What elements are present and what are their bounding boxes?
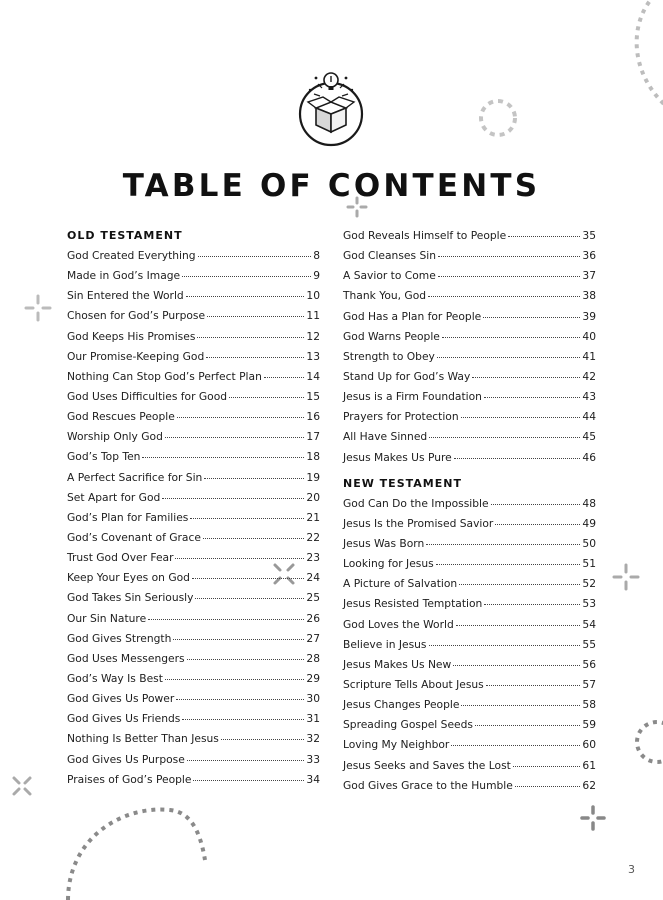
toc-entry[interactable] — [67, 568, 320, 588]
toc-entry-page: 16 — [306, 410, 320, 424]
toc-entry[interactable] — [343, 655, 596, 675]
toc-entry-page: 51 — [582, 557, 596, 571]
dot-leader — [264, 376, 305, 378]
dot-leader — [192, 577, 304, 579]
toc-entry-title: God Created Everything — [67, 249, 196, 262]
toc-entry-title: God’s Way Is Best — [67, 671, 163, 685]
open-box-with-lightbulb-icon — [298, 70, 364, 150]
toc-entry-page: 26 — [306, 611, 320, 625]
toc-entry-title: God Gives Strength — [67, 631, 172, 645]
decorative-dotted-ring-right — [625, 718, 663, 766]
toc-entry-title: God’s Top Ten — [67, 450, 141, 464]
toc-entry-title: Jesus Makes Us New — [343, 657, 452, 671]
toc-entry-page: 19 — [306, 470, 320, 484]
dot-leader — [459, 583, 580, 585]
dot-leader — [451, 744, 580, 746]
toc-entry-title: A Picture of Salvation — [343, 577, 458, 591]
toc-entry[interactable] — [343, 615, 596, 635]
toc-entry[interactable] — [67, 347, 320, 367]
dot-leader — [426, 543, 580, 545]
dot-leader — [142, 456, 304, 458]
toc-entry-title: All Have Sinned — [343, 430, 428, 444]
toc-entry-page: 9 — [313, 269, 320, 283]
toc-entry[interactable] — [343, 776, 596, 796]
toc-entry-page: 36 — [582, 249, 596, 263]
dot-leader — [165, 436, 305, 438]
dot-leader — [436, 563, 581, 565]
toc-entry-page: 49 — [582, 516, 596, 530]
dot-leader — [182, 275, 311, 277]
toc-entry-page: 59 — [582, 718, 596, 732]
toc-entry[interactable] — [67, 770, 320, 790]
toc-entry-page: 24 — [306, 571, 320, 585]
toc-entry-page: 48 — [582, 496, 596, 510]
dot-leader — [173, 638, 304, 640]
dot-leader — [195, 597, 304, 599]
toc-entry-title: God’s Covenant of Grace — [67, 530, 201, 544]
toc-entry-title: Jesus Is the Promised Savior — [343, 516, 494, 530]
dot-leader — [438, 275, 581, 277]
toc-entry-page: 45 — [582, 430, 596, 444]
toc-entry[interactable] — [67, 750, 320, 770]
toc-entry-title: Believe in Jesus — [343, 637, 427, 651]
toc-entry[interactable] — [67, 306, 320, 326]
dot-leader — [203, 537, 304, 539]
toc-entry-title: Set Apart for God — [67, 490, 161, 504]
toc-entry-page: 54 — [582, 617, 596, 631]
dot-leader — [186, 295, 305, 297]
toc-entry-title: God Gives Us Power — [67, 692, 175, 706]
toc-entry-page: 40 — [582, 329, 596, 343]
decorative-dotted-ring — [476, 96, 520, 140]
dot-leader — [484, 603, 580, 605]
toc-entry-page: 53 — [582, 597, 596, 611]
toc-entry-title: Stand Up for God’s Way — [343, 369, 471, 383]
toc-entry[interactable] — [343, 695, 596, 715]
toc-entry-title: God Can Do the Impossible — [343, 496, 489, 510]
toc-entry-title: Spreading Gospel Seeds — [343, 718, 473, 732]
page-title: TABLE OF CONTENTS — [122, 168, 541, 204]
toc-entry-title: God Cleanses Sin — [343, 249, 436, 263]
toc-entry[interactable] — [67, 528, 320, 548]
toc-entry[interactable] — [67, 488, 320, 508]
dot-leader — [204, 477, 304, 479]
toc-entry-title: Jesus Changes People — [343, 698, 460, 712]
dot-leader — [515, 785, 581, 787]
toc-entry-title: God Uses Messengers — [67, 651, 185, 665]
old-testament-list — [67, 246, 320, 790]
dot-leader — [475, 724, 580, 726]
toc-entry-title: Sin Entered the World — [67, 289, 184, 303]
toc-entry[interactable] — [343, 574, 596, 594]
toc-entry-page: 28 — [306, 651, 320, 665]
toc-entry[interactable] — [67, 367, 320, 387]
toc-entry-title: Prayers for Protection — [343, 410, 459, 424]
toc-entry-title: God Gives Us Friends — [67, 712, 181, 726]
new-testament-list — [343, 494, 596, 796]
toc-entry[interactable] — [67, 508, 320, 528]
toc-entry-page: 29 — [306, 671, 320, 685]
toc-entry-page: 44 — [582, 410, 596, 424]
toc-entry-page: 46 — [582, 450, 596, 464]
dot-leader — [461, 416, 581, 418]
toc-entry-page: 34 — [306, 772, 320, 786]
toc-entry[interactable] — [67, 649, 320, 669]
toc-entry-title: Nothing Can Stop God’s Perfect Plan — [67, 369, 262, 383]
old-testament-continued-list — [343, 226, 596, 468]
toc-entry-title: Our Promise-Keeping God — [67, 349, 205, 363]
dot-leader — [495, 523, 580, 525]
toc-entry[interactable] — [343, 756, 596, 776]
toc-entry-page: 15 — [306, 389, 320, 403]
toc-entry[interactable] — [343, 554, 596, 574]
toc-entry-page: 11 — [306, 309, 320, 323]
toc-entry-page: 52 — [582, 577, 596, 591]
toc-entry[interactable] — [343, 286, 596, 306]
dot-leader — [508, 235, 580, 237]
toc-entry[interactable] — [67, 327, 320, 347]
dot-leader — [491, 503, 581, 505]
toc-entry-title: God Gives Us Purpose — [67, 752, 185, 766]
dot-leader — [193, 779, 304, 781]
dot-leader — [229, 396, 304, 398]
toc-entry[interactable] — [67, 286, 320, 306]
toc-entry-page: 30 — [306, 692, 320, 706]
toc-entry-page: 27 — [306, 631, 320, 645]
toc-entry-title: Keep Your Eyes on God — [67, 571, 190, 585]
toc-entry-page: 61 — [582, 758, 596, 772]
toc-entry-title: A Perfect Sacrifice for Sin — [67, 470, 203, 484]
toc-entry-page: 60 — [582, 738, 596, 752]
toc-entry-page: 22 — [306, 530, 320, 544]
toc-entry[interactable] — [67, 548, 320, 568]
decorative-dotted-arc-bottom-left — [60, 800, 210, 900]
toc-entry-title: God Uses Difficulties for Good — [67, 389, 228, 403]
toc-entry[interactable] — [343, 347, 596, 367]
dot-leader — [190, 517, 304, 519]
toc-entry[interactable] — [343, 514, 596, 534]
dot-leader — [187, 759, 305, 761]
dot-leader — [177, 416, 305, 418]
toc-entry[interactable] — [67, 689, 320, 709]
dot-leader — [461, 704, 580, 706]
dot-leader — [456, 624, 581, 626]
toc-entry[interactable] — [67, 387, 320, 407]
toc-entry[interactable] — [343, 246, 596, 266]
toc-entry-title: God Rescues People — [67, 410, 175, 424]
toc-entry-page: 32 — [306, 732, 320, 746]
decorative-sparkle-right — [612, 563, 640, 591]
toc-entry-page: 58 — [582, 698, 596, 712]
toc-entry-title: Praises of God’s People — [67, 772, 192, 786]
toc-entry[interactable] — [343, 494, 596, 514]
dot-leader — [484, 396, 580, 398]
toc-entry[interactable] — [67, 427, 320, 447]
toc-entry-page: 31 — [306, 712, 320, 726]
dot-leader — [197, 336, 304, 338]
toc-entry-title: A Savior to Come — [343, 269, 436, 283]
dot-leader — [221, 738, 305, 740]
toc-entry-title: God’s Plan for Families — [67, 510, 189, 524]
toc-entry[interactable] — [343, 715, 596, 735]
toc-entry-page: 8 — [313, 249, 320, 262]
toc-entry-page: 17 — [306, 430, 320, 444]
old-testament-heading: OLD TESTAMENT — [67, 229, 183, 242]
dot-leader — [429, 644, 581, 646]
toc-entry-page: 42 — [582, 369, 596, 383]
toc-entry[interactable] — [343, 266, 596, 286]
toc-entry[interactable] — [343, 367, 596, 387]
toc-right-column — [343, 226, 596, 796]
toc-entry[interactable] — [343, 407, 596, 427]
toc-entry-title: Looking for Jesus — [343, 557, 434, 571]
toc-entry-page: 55 — [582, 637, 596, 651]
toc-entry-page: 25 — [306, 591, 320, 605]
toc-entry-title: God Takes Sin Seriously — [67, 591, 194, 605]
toc-entry[interactable] — [67, 669, 320, 689]
toc-entry-title: Jesus Makes Us Pure — [343, 450, 452, 464]
toc-entry-title: Thank You, God — [343, 289, 427, 303]
dot-leader — [187, 658, 305, 660]
toc-entry-page: 20 — [306, 490, 320, 504]
toc-entry-title: Jesus is a Firm Foundation — [343, 390, 482, 404]
toc-entry-title: Worship Only God — [67, 430, 163, 444]
dot-leader — [198, 255, 312, 257]
toc-entry-title: Jesus Resisted Temptation — [343, 597, 483, 611]
dot-leader — [513, 765, 581, 767]
toc-entry[interactable] — [67, 266, 320, 286]
toc-entry[interactable] — [343, 534, 596, 554]
dot-leader — [206, 356, 304, 358]
dot-leader — [428, 295, 580, 297]
toc-entry-title: Made in God’s Image — [67, 269, 181, 283]
toc-entry-page: 38 — [582, 289, 596, 303]
toc-entry-page: 50 — [582, 536, 596, 550]
new-testament-heading: NEW TESTAMENT — [343, 476, 462, 490]
toc-entry-title: God Has a Plan for People — [343, 309, 482, 323]
toc-entry-title: Loving My Neighbor — [343, 738, 450, 752]
toc-entry[interactable] — [67, 246, 320, 266]
dot-leader — [442, 336, 581, 338]
dot-leader — [483, 316, 580, 318]
toc-left-column — [67, 226, 320, 790]
toc-entry[interactable] — [67, 447, 320, 467]
decorative-sparkle-bottom-left — [10, 774, 34, 798]
toc-entry-page: 10 — [306, 289, 320, 303]
toc-entry[interactable] — [67, 629, 320, 649]
dot-leader — [429, 436, 580, 438]
dot-leader — [486, 684, 581, 686]
dot-leader — [438, 255, 580, 257]
dot-leader — [182, 718, 304, 720]
toc-entry[interactable] — [343, 427, 596, 447]
toc-entry-title: God Keeps His Promises — [67, 329, 196, 343]
toc-entry-page: 37 — [582, 269, 596, 283]
toc-entry-title: Strength to Obey — [343, 349, 435, 363]
toc-entry[interactable] — [343, 675, 596, 695]
toc-entry-page: 39 — [582, 309, 596, 323]
toc-entry-page: 41 — [582, 349, 596, 363]
toc-entry-title: Our Sin Nature — [67, 611, 147, 625]
toc-entry[interactable] — [67, 609, 320, 629]
toc-entry-page: 43 — [582, 390, 596, 404]
toc-entry-page: 35 — [582, 229, 596, 242]
page-number: 3 — [628, 863, 635, 876]
toc-entry[interactable] — [343, 635, 596, 655]
dot-leader — [162, 497, 304, 499]
toc-entry[interactable] — [67, 729, 320, 749]
toc-entry[interactable] — [67, 468, 320, 488]
toc-entry-title: Chosen for God’s Purpose — [67, 309, 206, 323]
toc-entry-page: 12 — [306, 329, 320, 343]
toc-entry-title: Jesus Seeks and Saves the Lost — [343, 758, 511, 772]
toc-entry[interactable] — [343, 226, 596, 246]
toc-entry[interactable] — [67, 588, 320, 608]
toc-entry-title: God Reveals Himself to People — [343, 229, 507, 242]
toc-entry-title: Trust God Over Fear — [67, 551, 174, 565]
toc-entry-page: 62 — [582, 778, 596, 792]
decorative-dotted-arc-top-right — [610, 0, 663, 110]
dot-leader — [453, 664, 580, 666]
toc-entry-title: Jesus Was Born — [343, 536, 425, 550]
dot-leader — [472, 376, 580, 378]
toc-entry[interactable] — [343, 594, 596, 614]
dot-leader — [175, 557, 304, 559]
dot-leader — [437, 356, 581, 358]
toc-entry[interactable] — [343, 327, 596, 347]
toc-entry[interactable] — [343, 307, 596, 327]
toc-entry-page: 13 — [306, 349, 320, 363]
decorative-sparkle-bottom-right — [580, 805, 606, 831]
toc-entry-page: 21 — [306, 510, 320, 524]
toc-entry-page: 33 — [306, 752, 320, 766]
toc-entry-title: Scripture Tells About Jesus — [343, 677, 484, 691]
toc-entry-page: 14 — [306, 369, 320, 383]
toc-entry[interactable] — [343, 735, 596, 755]
toc-entry[interactable] — [67, 709, 320, 729]
dot-leader — [176, 698, 304, 700]
toc-entry-page: 57 — [582, 677, 596, 691]
toc-entry-page: 23 — [306, 551, 320, 565]
toc-entry-title: God Warns People — [343, 329, 440, 343]
decorative-sparkle-left — [24, 294, 52, 322]
toc-entry[interactable] — [343, 387, 596, 407]
dot-leader — [165, 678, 304, 680]
dot-leader — [454, 457, 581, 459]
toc-entry[interactable] — [343, 448, 596, 468]
toc-entry-page: 56 — [582, 657, 596, 671]
toc-entry-title: God Gives Grace to the Humble — [343, 778, 513, 792]
dot-leader — [207, 315, 304, 317]
toc-entry[interactable] — [67, 407, 320, 427]
toc-entry-title: Nothing Is Better Than Jesus — [67, 732, 219, 746]
toc-entry-title: God Loves the World — [343, 617, 454, 631]
toc-entry-page: 18 — [306, 450, 320, 464]
dot-leader — [148, 618, 304, 620]
